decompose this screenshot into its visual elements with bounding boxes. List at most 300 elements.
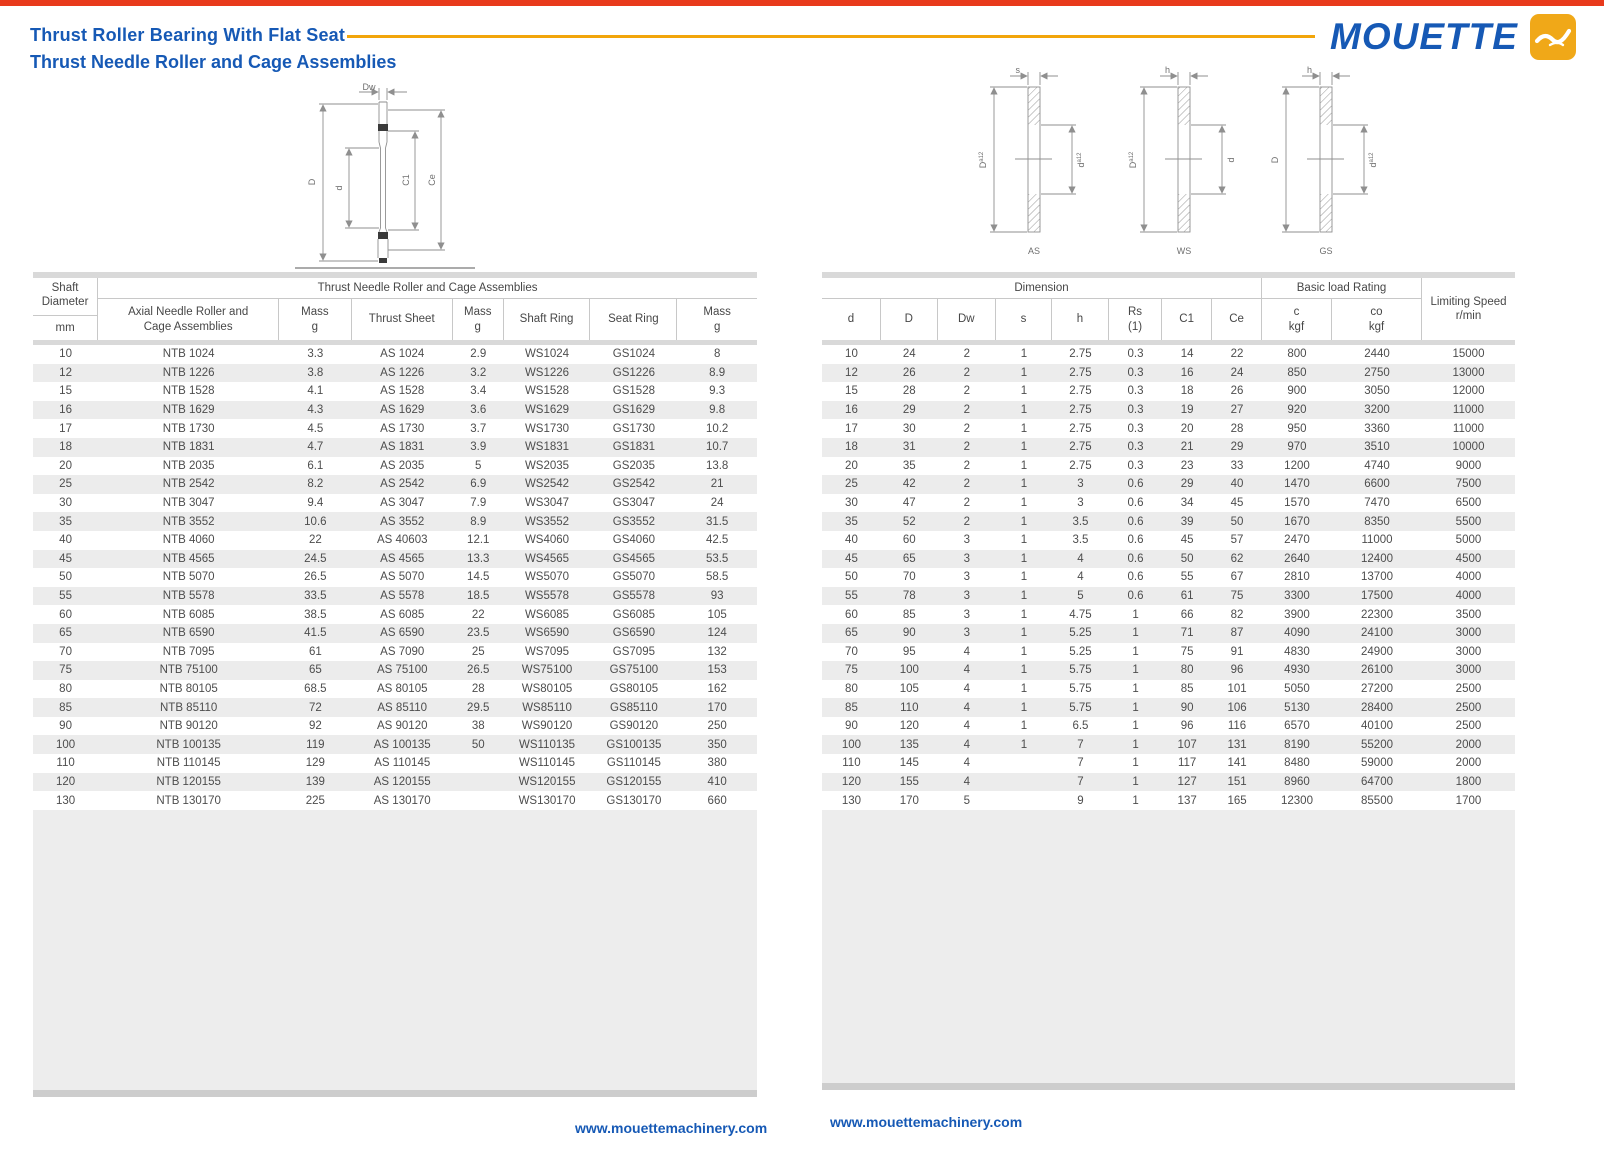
table-row xyxy=(822,624,1515,643)
header-shaft-diameter xyxy=(33,278,98,340)
footer-link[interactable]: www.mouettemachinery.com xyxy=(575,1120,768,1136)
ws-caption: WS xyxy=(1176,246,1192,256)
table-cell: 2470 xyxy=(1284,534,1310,547)
left-table xyxy=(33,272,757,1097)
table-cell: 35 xyxy=(902,459,916,472)
table-cell: 2.75 xyxy=(1069,441,1092,454)
table-cell: 1 xyxy=(1132,701,1139,714)
dim-label-D: $D^{a12}$ xyxy=(1128,151,1138,169)
table-cell: 60 xyxy=(902,534,916,547)
header-text: Diameter xyxy=(41,296,89,309)
table-cell: 4.5 xyxy=(307,422,324,435)
table-cell: 5050 xyxy=(1284,682,1310,695)
table-cell: 1 xyxy=(1020,738,1028,751)
table-cell: 2.75 xyxy=(1069,366,1092,379)
dim-label-D: $D^{a12}$ xyxy=(978,151,988,169)
table-cell: 4740 xyxy=(1364,459,1390,472)
dim-label-h: h xyxy=(1164,65,1170,75)
table-cell: 4500 xyxy=(1455,552,1482,565)
table-cell: 145 xyxy=(899,757,919,770)
table-row xyxy=(822,587,1515,606)
table-cell: 30 xyxy=(845,497,858,510)
table-cell: 30 xyxy=(59,497,72,510)
table-cell: 124 xyxy=(707,627,727,640)
table-cell: 2 xyxy=(963,478,970,491)
dim-label-c1: C1 xyxy=(401,174,411,186)
table-cell: 8.9 xyxy=(470,515,487,528)
table-cell: WS4060 xyxy=(524,534,570,547)
table-cell: 4 xyxy=(963,757,970,770)
table-cell: 1 xyxy=(1020,366,1028,379)
table-cell: AS 1730 xyxy=(380,422,425,435)
table-row xyxy=(33,643,757,662)
table-cell: 105 xyxy=(707,608,727,621)
table-cell: 7500 xyxy=(1455,478,1482,491)
table-cell: 0.3 xyxy=(1127,366,1144,379)
table-cell: 85 xyxy=(59,701,72,714)
table-cell: 3 xyxy=(1077,478,1084,491)
table-row xyxy=(33,438,757,457)
table-cell: 13000 xyxy=(1452,366,1485,379)
table-cell: GS80105 xyxy=(609,682,659,695)
table-cell: 1 xyxy=(1020,534,1028,547)
right-table-body xyxy=(822,345,1515,810)
table-cell: GS1226 xyxy=(612,366,655,379)
table-cell: 100 xyxy=(55,738,76,751)
table-cell: WS4565 xyxy=(524,552,570,565)
table-cell: 9.4 xyxy=(307,497,324,510)
table-cell: 170 xyxy=(899,794,919,807)
table-cell: NTB 110145 xyxy=(156,757,221,770)
table-cell: 3000 xyxy=(1455,645,1482,658)
table-row xyxy=(33,345,757,364)
table-row xyxy=(33,568,757,587)
brand-logo xyxy=(1330,14,1576,60)
table-cell: 96 xyxy=(1180,720,1194,733)
table-cell: 4000 xyxy=(1455,590,1482,603)
table-cell: 130 xyxy=(55,794,76,807)
table-cell: 85 xyxy=(845,701,858,714)
table-cell: 0.3 xyxy=(1127,385,1144,398)
table-cell: 12 xyxy=(59,366,72,379)
table-row xyxy=(33,475,757,494)
table-cell: AS 1226 xyxy=(380,366,425,379)
table-cell: 67 xyxy=(1230,571,1244,584)
ntb-diagram xyxy=(283,80,483,282)
table-cell: 141 xyxy=(1227,757,1247,770)
header-limiting-speed: Limiting Speed r/min xyxy=(1430,295,1507,322)
table-cell: WS7095 xyxy=(524,645,570,658)
table-cell: NTB 3047 xyxy=(162,497,215,510)
header-group-assemblies: Thrust Needle Roller and Cage Assemblies xyxy=(98,278,757,299)
table-row xyxy=(822,735,1515,754)
table-cell: 5 xyxy=(475,459,482,472)
table-cell: 2.75 xyxy=(1069,404,1092,417)
table-cell: AS 75100 xyxy=(376,664,428,677)
table-cell: 132 xyxy=(707,645,727,658)
table-cell: 6.5 xyxy=(1072,720,1089,733)
table-cell: 350 xyxy=(707,738,727,751)
table-cell: 14 xyxy=(1180,348,1194,361)
table-cell: AS 80105 xyxy=(376,682,428,695)
header-d: d xyxy=(822,299,881,340)
table-cell: 50 xyxy=(59,571,72,584)
table-cell: 10.6 xyxy=(304,515,327,528)
table-cell: 20 xyxy=(59,459,72,472)
table-row xyxy=(33,661,757,680)
table-cell: 65 xyxy=(308,664,322,677)
table-cell: 2 xyxy=(963,366,970,379)
table-cell: 95 xyxy=(902,645,916,658)
table-cell: 2 xyxy=(963,515,970,528)
table-cell: 3000 xyxy=(1455,627,1482,640)
table-row xyxy=(822,754,1515,773)
table-cell: 9 xyxy=(1077,794,1084,807)
table-cell: NTB 85110 xyxy=(159,701,218,714)
table-cell: 162 xyxy=(707,682,727,695)
header-group-dimension: Dimension xyxy=(822,278,1262,299)
table-cell: 75 xyxy=(1180,645,1194,658)
table-cell: 110 xyxy=(56,757,75,770)
table-cell: 100 xyxy=(899,664,919,677)
table-cell: 3 xyxy=(963,552,970,565)
header-mass-1: Mass g xyxy=(279,299,351,340)
table-cell: 2.9 xyxy=(470,348,487,361)
table-cell: 7.9 xyxy=(470,497,487,510)
table-cell: 80 xyxy=(1180,664,1194,677)
table-cell: 1 xyxy=(1020,664,1028,677)
table-cell: 1 xyxy=(1132,645,1139,658)
table-cell: 28 xyxy=(1230,422,1244,435)
table-row xyxy=(33,698,757,717)
table-cell: NTB 6590 xyxy=(162,627,215,640)
table-cell: 2640 xyxy=(1284,552,1310,565)
table-row xyxy=(822,680,1515,699)
table-cell: 4000 xyxy=(1455,571,1482,584)
table-cell: 2.75 xyxy=(1069,459,1092,472)
table-cell: 4.1 xyxy=(307,385,324,398)
table-cell: WS1730 xyxy=(524,422,570,435)
table-cell: AS 1024 xyxy=(380,348,425,361)
table-cell: 22300 xyxy=(1361,608,1393,621)
table-filler xyxy=(822,810,1515,1083)
table-cell: 27 xyxy=(1230,404,1244,417)
table-cell: 120 xyxy=(899,720,919,733)
table-cell: 42.5 xyxy=(705,534,729,547)
table-cell: 1 xyxy=(1132,627,1139,640)
table-cell: 75 xyxy=(845,664,858,677)
table-cell: NTB 100135 xyxy=(156,738,221,751)
table-cell: NTB 1629 xyxy=(162,404,215,417)
table-cell: AS 85110 xyxy=(377,701,428,714)
table-cell: 13700 xyxy=(1361,571,1393,584)
table-cell: 1 xyxy=(1132,664,1139,677)
dim-label-D: D xyxy=(307,178,317,186)
table-cell: 110 xyxy=(900,701,919,714)
table-cell: 1 xyxy=(1020,552,1028,565)
table-cell: 1 xyxy=(1020,515,1028,528)
table-cell: 17 xyxy=(845,422,858,435)
table-cell: WS3047 xyxy=(524,497,570,510)
table-cell: 40 xyxy=(845,534,858,547)
table-bottom-bar xyxy=(33,1090,757,1097)
table-cell: GS1831 xyxy=(612,441,655,454)
table-row xyxy=(822,512,1515,531)
table-cell: 39 xyxy=(1180,515,1194,528)
table-cell: 1700 xyxy=(1455,794,1482,807)
table-cell: 10.7 xyxy=(705,441,729,454)
table-cell: 10 xyxy=(845,348,858,361)
table-row xyxy=(33,735,757,754)
table-cell: 2000 xyxy=(1455,738,1482,751)
table-cell: 4 xyxy=(1077,571,1084,584)
table-cell: AS 7090 xyxy=(380,645,425,658)
table-cell: 24 xyxy=(1230,366,1244,379)
table-cell: 660 xyxy=(707,794,727,807)
table-cell: 26 xyxy=(902,366,916,379)
table-cell: AS 1528 xyxy=(380,385,425,398)
table-cell: WS2542 xyxy=(524,478,570,491)
dim-label-D: D xyxy=(1270,156,1280,164)
table-cell: 40 xyxy=(1230,478,1244,491)
table-cell: 7 xyxy=(1077,738,1084,751)
table-cell: 106 xyxy=(1227,701,1247,714)
table-cell: 60 xyxy=(59,608,72,621)
table-cell: 41.5 xyxy=(304,627,327,640)
table-cell: 6500 xyxy=(1455,497,1482,510)
table-cell: 21 xyxy=(1180,441,1194,454)
table-cell: AS 6590 xyxy=(380,627,425,640)
page-subtitle: Thrust Needle Roller and Cage Assemblies xyxy=(30,52,397,72)
table-cell: 26 xyxy=(1230,385,1244,398)
left-table-header xyxy=(33,278,757,340)
table-cell: 3.6 xyxy=(470,404,487,417)
table-cell: 2750 xyxy=(1364,366,1390,379)
table-row xyxy=(33,773,757,792)
table-cell: 1470 xyxy=(1284,478,1310,491)
table-cell: WS80105 xyxy=(521,682,573,695)
table-cell: GS7095 xyxy=(612,645,655,658)
table-cell: GS100135 xyxy=(606,738,662,751)
table-cell: 3.7 xyxy=(470,422,487,435)
table-cell: 0.6 xyxy=(1127,478,1144,491)
table-cell: WS1024 xyxy=(524,348,570,361)
table-cell: 4.3 xyxy=(307,404,324,417)
table-cell: AS 5070 xyxy=(380,571,425,584)
table-cell: 3.8 xyxy=(307,366,324,379)
table-cell: 120 xyxy=(55,775,76,788)
table-cell: 13.3 xyxy=(467,552,490,565)
table-cell: 45 xyxy=(845,552,858,565)
table-cell: 8960 xyxy=(1284,775,1310,788)
table-cell: 1 xyxy=(1020,701,1028,714)
table-cell: 2 xyxy=(963,497,970,510)
table-cell: 75 xyxy=(59,664,72,677)
table-cell: 11000 xyxy=(1452,422,1485,435)
dim-label-h: h xyxy=(1306,65,1312,75)
table-cell: WS5578 xyxy=(524,590,570,603)
table-cell: 25 xyxy=(845,478,858,491)
table-cell: GS6085 xyxy=(612,608,655,621)
table-cell: 4830 xyxy=(1284,645,1310,658)
table-cell: 225 xyxy=(305,794,325,807)
table-cell: GS4060 xyxy=(612,534,655,547)
table-cell: 137 xyxy=(1177,794,1197,807)
table-cell: GS1528 xyxy=(612,385,655,398)
table-row xyxy=(33,605,757,624)
table-row xyxy=(33,457,757,476)
table-cell: 5.75 xyxy=(1069,682,1092,695)
table-cell: 4090 xyxy=(1284,627,1310,640)
table-cell: 50 xyxy=(1180,552,1194,565)
table-cell: 24100 xyxy=(1361,627,1393,640)
table-cell: WS6085 xyxy=(524,608,570,621)
table-cell: 165 xyxy=(1227,794,1247,807)
table-cell: 3050 xyxy=(1364,385,1390,398)
table-cell: NTB 7095 xyxy=(162,645,215,658)
table-cell: AS 3552 xyxy=(380,515,425,528)
table-cell: 9000 xyxy=(1455,459,1482,472)
table-cell: NTB 1226 xyxy=(162,366,215,379)
table-cell: 16 xyxy=(845,404,858,417)
table-cell: 1 xyxy=(1020,441,1028,454)
table-cell: 10 xyxy=(59,348,72,361)
table-row xyxy=(822,568,1515,587)
table-cell: 31.5 xyxy=(705,515,729,528)
table-cell: 1 xyxy=(1020,608,1028,621)
table-row xyxy=(33,494,757,513)
table-cell: AS 100135 xyxy=(373,738,431,751)
table-row xyxy=(33,717,757,736)
table-cell: 4 xyxy=(963,645,970,658)
table-cell: 66 xyxy=(1180,608,1194,621)
table-cell: 5.75 xyxy=(1069,701,1092,714)
table-cell: 2.75 xyxy=(1069,348,1092,361)
table-filler xyxy=(33,810,757,1090)
table-cell: AS 130170 xyxy=(373,794,431,807)
table-cell: 0.3 xyxy=(1127,422,1144,435)
table-cell: GS6590 xyxy=(612,627,655,640)
table-cell: 3 xyxy=(963,627,970,640)
table-cell: 1 xyxy=(1020,627,1028,640)
header-C1: C1 xyxy=(1162,299,1212,340)
table-cell: 950 xyxy=(1287,422,1307,435)
footer-link[interactable]: www.mouettemachinery.com xyxy=(830,1114,1023,1130)
seagull-icon xyxy=(1530,14,1576,60)
table-cell: 28 xyxy=(471,682,485,695)
table-cell: 3510 xyxy=(1364,441,1390,454)
header-s: s xyxy=(996,299,1052,340)
table-cell: 22 xyxy=(471,608,485,621)
title-divider-line xyxy=(347,35,1315,38)
table-cell: 0.3 xyxy=(1127,441,1144,454)
table-cell: 9.8 xyxy=(709,404,726,417)
table-row xyxy=(33,680,757,699)
table-cell: 1 xyxy=(1020,720,1028,733)
table-cell: 12.1 xyxy=(467,534,490,547)
table-bottom-bar xyxy=(822,1083,1515,1090)
table-cell: 0.6 xyxy=(1127,571,1144,584)
table-row xyxy=(822,457,1515,476)
table-cell: 117 xyxy=(1177,757,1197,770)
table-cell: 1 xyxy=(1132,682,1139,695)
table-cell: 70 xyxy=(59,645,72,658)
table-cell: 5 xyxy=(963,794,970,807)
table-cell: 135 xyxy=(899,738,919,751)
table-cell: 3.5 xyxy=(1072,534,1089,547)
table-cell: 2 xyxy=(963,459,970,472)
table-cell: 33 xyxy=(1230,459,1244,472)
table-cell: 0.6 xyxy=(1127,590,1144,603)
table-cell: AS 2542 xyxy=(380,478,425,491)
table-cell: 970 xyxy=(1287,441,1307,454)
table-cell: 4 xyxy=(963,720,970,733)
table-cell: 4 xyxy=(963,682,970,695)
table-cell: 61 xyxy=(1180,590,1194,603)
table-cell: 18.5 xyxy=(467,590,490,603)
ws-washer-diagram xyxy=(1120,62,1250,262)
table-cell: 35 xyxy=(845,515,858,528)
table-row xyxy=(822,791,1515,810)
table-cell: 31 xyxy=(902,441,916,454)
header-co-kgf: co kgf xyxy=(1332,299,1422,340)
table-row xyxy=(822,643,1515,662)
table-row xyxy=(822,345,1515,364)
table-cell: AS 40603 xyxy=(376,534,428,547)
table-cell: 25 xyxy=(59,478,72,491)
right-table-header xyxy=(822,278,1515,340)
header-shaft-ring: Shaft Ring xyxy=(504,299,591,340)
table-cell: 15000 xyxy=(1452,348,1485,361)
table-cell: 3 xyxy=(963,590,970,603)
table-cell: 53.5 xyxy=(705,552,729,565)
table-row xyxy=(822,773,1515,792)
table-cell: 23.5 xyxy=(467,627,490,640)
table-cell: AS 1629 xyxy=(380,404,425,417)
table-cell: 1 xyxy=(1020,571,1028,584)
table-cell: 24 xyxy=(710,497,724,510)
table-cell: 64700 xyxy=(1361,775,1393,788)
table-row xyxy=(822,605,1515,624)
table-cell: 18 xyxy=(59,441,72,454)
table-cell: 5.25 xyxy=(1069,645,1092,658)
table-cell: 2000 xyxy=(1455,757,1482,770)
table-cell: 30 xyxy=(902,422,916,435)
table-cell: 16 xyxy=(1180,366,1194,379)
table-cell: 116 xyxy=(1227,720,1247,733)
table-cell: 2 xyxy=(963,348,970,361)
table-cell: 1 xyxy=(1020,404,1028,417)
table-cell: AS 6085 xyxy=(380,608,425,621)
table-cell: NTB 90120 xyxy=(159,720,218,733)
table-cell: WS3552 xyxy=(524,515,570,528)
table-cell: 71 xyxy=(1180,627,1194,640)
table-cell: 50 xyxy=(471,738,485,751)
table-cell: 3 xyxy=(963,608,970,621)
table-cell: 5.75 xyxy=(1069,664,1092,677)
table-cell: 18 xyxy=(845,441,858,454)
table-cell: 55 xyxy=(1180,571,1194,584)
table-cell: GS4565 xyxy=(612,552,655,565)
table-cell: 4 xyxy=(1077,552,1084,565)
table-cell: 5500 xyxy=(1455,515,1482,528)
table-cell: NTB 5070 xyxy=(162,571,215,584)
table-row xyxy=(822,494,1515,513)
table-cell: 2.75 xyxy=(1069,385,1092,398)
table-cell: 6.9 xyxy=(470,478,487,491)
table-cell: GS3552 xyxy=(612,515,655,528)
table-cell: 1 xyxy=(1132,775,1139,788)
